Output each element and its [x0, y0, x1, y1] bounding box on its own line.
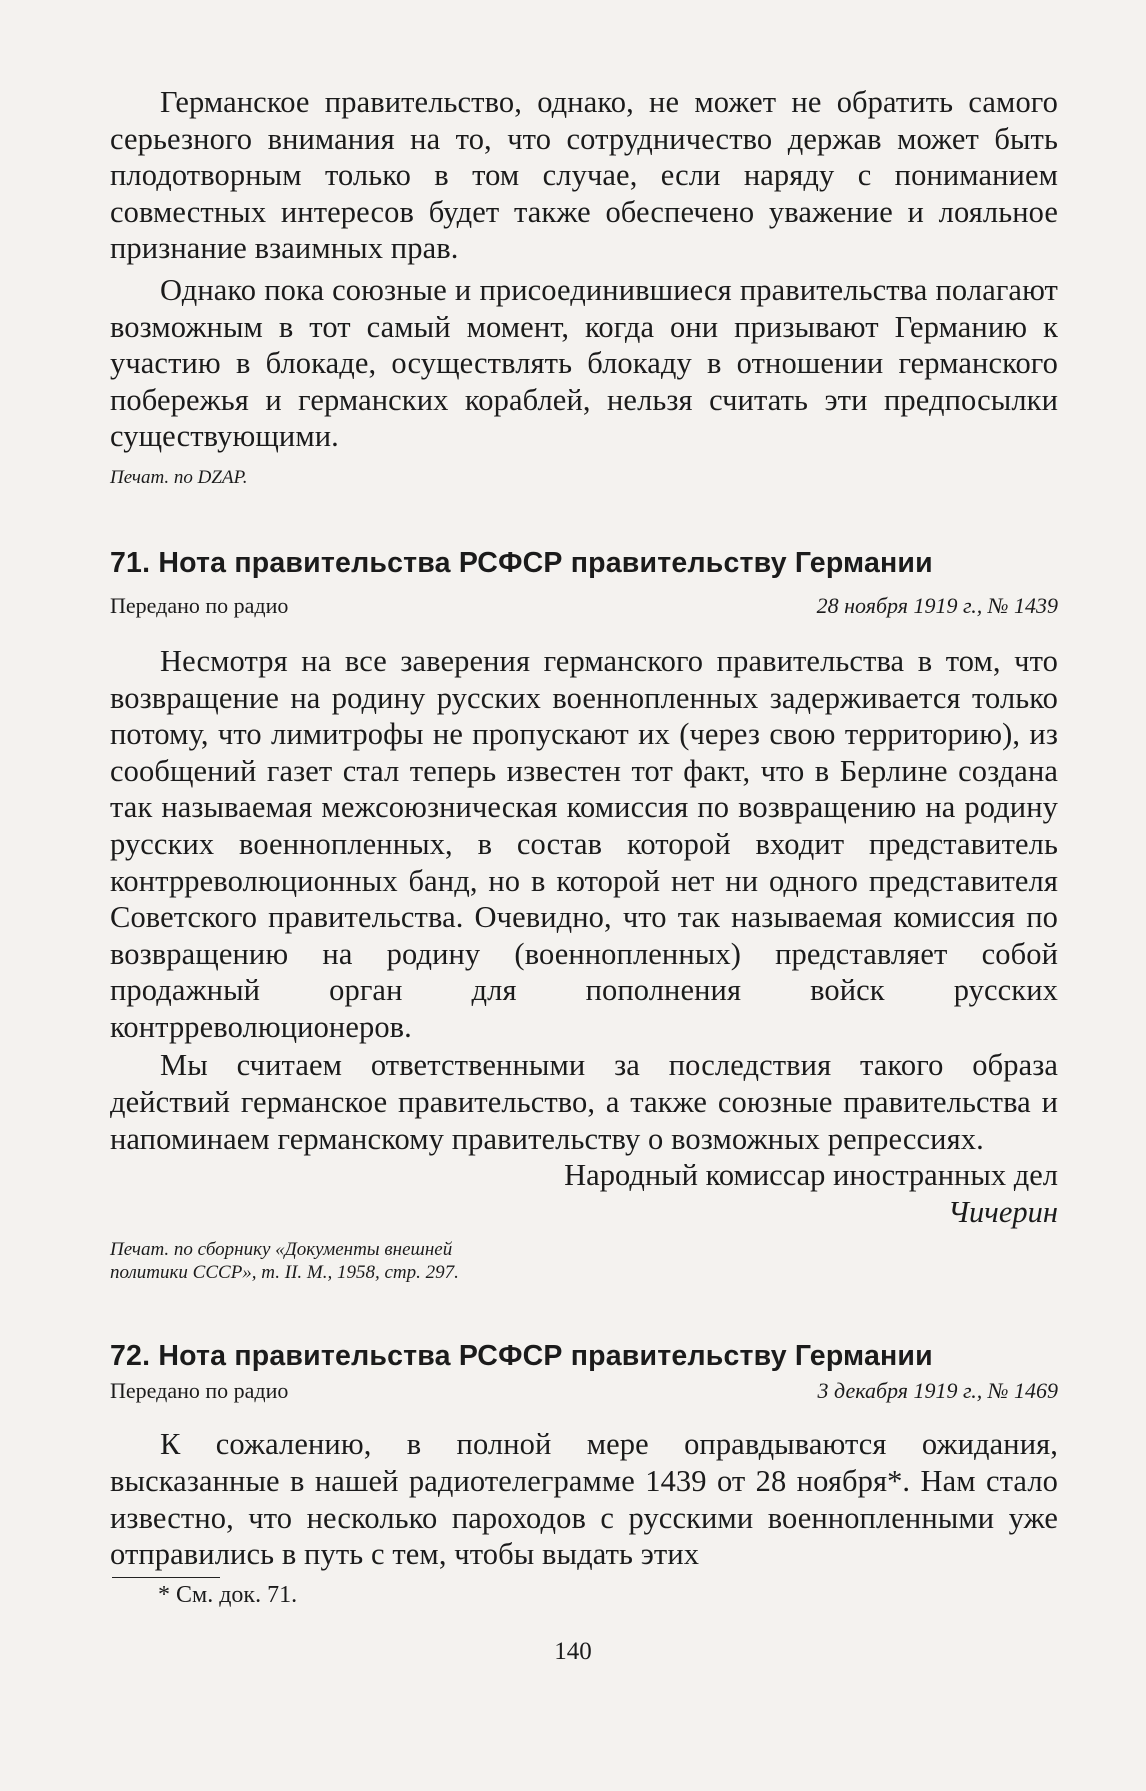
signature-name: Чичерин	[948, 1194, 1058, 1229]
page-number: 140	[554, 1638, 592, 1665]
document-71-transmitted: Передано по радио	[110, 592, 289, 618]
document-71-source-note	[110, 1238, 1058, 1284]
document-72	[110, 1339, 1058, 1572]
document-72-title: 72. Нота правительства РСФСР правительству Германии	[110, 1340, 933, 1373]
document-71-paragraph-2: Мы считаем ответственными за последствия такого образа действий германское правительство, а также союзные правительства и напоминаем германскому правительству о возможных репрессиях.	[110, 1048, 1058, 1156]
document-71	[110, 546, 1058, 1285]
footnote-divider	[112, 1577, 220, 1578]
intro-paragraph-1: Германское правительство, однако, не может не обратить самого серьезного внимания на то, что сотрудничество держав может быть плодотворным только в том случае, если наряду с пониманием совместных интересов будет также обеспечено уважение и лояльное признание взаимных прав.	[110, 85, 1058, 266]
intro-source-note: Печат. по DZAP.	[110, 466, 248, 488]
document-72-paragraph-1: К сожалению, в полной мере оправдываются ожидания, высказанные в нашей радиотелеграмме 1439 от 28 ноября*. Нам стало известно, что несколько пароходов с русскими военнопленными уже отправились в путь с тем, чтобы выдать этих	[110, 1427, 1058, 1572]
document-71-paragraph-1: Несмотря на все заверения германского правительства в том, что возвращение на родину русских военнопленных задерживается только потому, что лимитрофы не пропускают их (через свою территорию), из сообщений газет стал теперь известен тот факт, что в Берлине создана так называемая межсоюзническая комиссия по возвращению на родину русских военнопленных, в состав которой входит представитель контрреволюционных банд, но в которой нет ни одного представителя Советского правительства. Очевидно, что так называемая комиссия по возвращению на родину (военнопленных) представляет собой продажный орган для пополнения войск русских контрреволюционеров.	[110, 643, 1058, 1044]
footnote: * См. док. 71.	[158, 1581, 298, 1608]
document-71-source-line-2: политики СССР», т. II. М., 1958, стр. 297.	[110, 1262, 459, 1284]
document-71-signature	[110, 1157, 1058, 1230]
intro-section	[110, 84, 1058, 489]
intro-paragraph-2: Однако пока союзные и присоединившиеся правительства полагают возможным в тот самый момент, когда они призывают Германию к участию в блокаде, осуществлять блокаду в отношении германского побережья и германских кораблей, нельзя считать эти предпосылки существующими.	[110, 272, 1058, 454]
document-71-date: 28 ноября 1919 г., № 1439	[816, 592, 1058, 618]
signature-title: Народный комиссар иностранных дел	[564, 1158, 1058, 1193]
page-body	[110, 84, 1058, 1610]
document-71-meta	[110, 593, 1058, 619]
document-71-title: 71. Нота правительства РСФСР правительству Германии	[110, 546, 933, 579]
document-71-source-line-1: Печат. по сборнику «Документы внешней	[110, 1239, 453, 1261]
document-72-date: 3 декабря 1919 г., № 1469	[817, 1378, 1058, 1404]
document-72-meta	[110, 1378, 1058, 1404]
document-72-transmitted: Передано по радио	[110, 1378, 289, 1404]
